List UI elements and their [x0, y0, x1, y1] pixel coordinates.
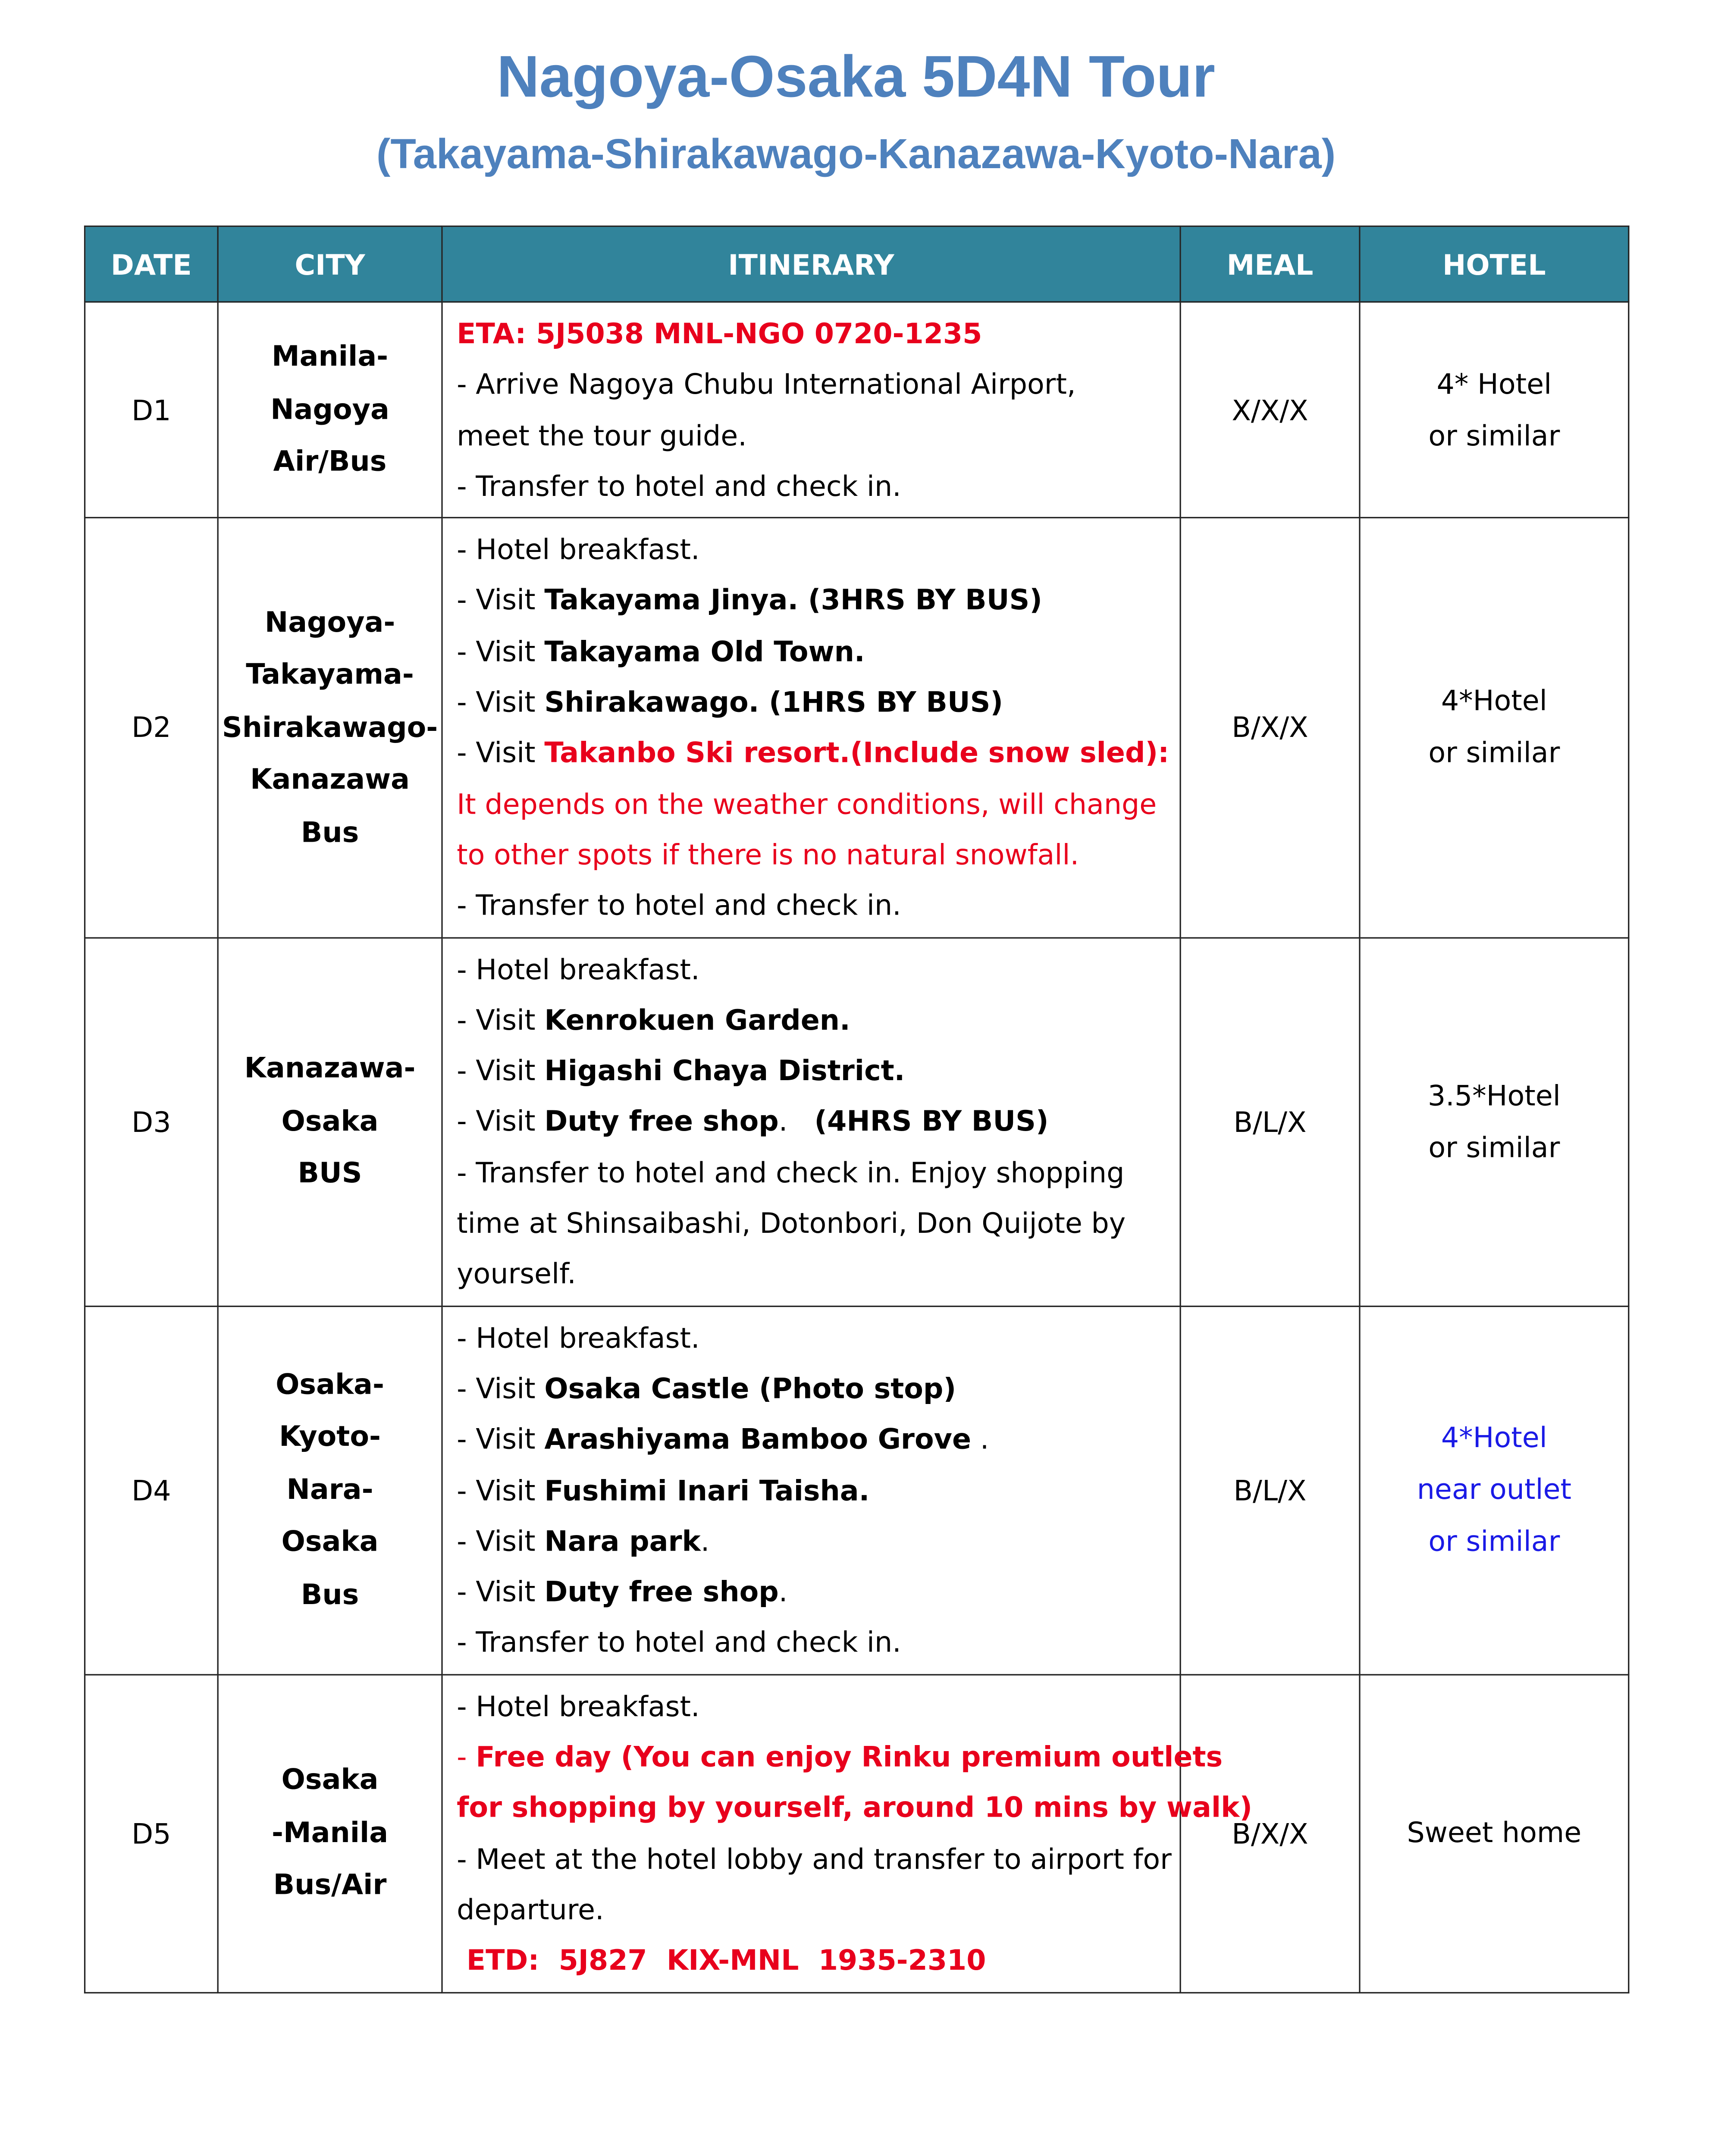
itinerary-line: - Transfer to hotel and check in. — [457, 888, 901, 922]
itinerary-line — [457, 1045, 1179, 1096]
hotel-line: or similar — [1428, 1130, 1560, 1164]
visit-place: Shirakawago. (1HRS BY BUS) — [544, 685, 1003, 719]
visit-prefix: - Visit — [457, 1104, 545, 1138]
city-line: Nagoya- — [264, 605, 395, 639]
itinerary-line: - Hotel breakfast. — [457, 1320, 700, 1354]
visit-place-highlight: Takanbo Ski resort.(Include snow sled): — [544, 736, 1170, 770]
page-subtitle: (Takayama-Shirakawago-Kanazawa-Kyoto-Nara) — [376, 132, 1336, 178]
itinerary-line — [457, 1516, 1179, 1567]
city-line: Shirakawago- — [222, 709, 438, 743]
city-cell — [218, 1674, 442, 1992]
itinerary-line: yourself. — [457, 1257, 576, 1291]
itinerary-line — [457, 1096, 1179, 1147]
visit-prefix: - Visit — [457, 1003, 545, 1037]
itinerary-cell — [442, 937, 1180, 1306]
visit-prefix: - Visit — [457, 1473, 545, 1507]
itinerary-cell — [442, 1674, 1253, 1992]
visit-prefix: - Visit — [457, 1422, 545, 1456]
city-line: -Manila — [272, 1815, 389, 1849]
meal-cell: B/X/X — [1180, 1674, 1360, 1992]
hotel-cell — [1360, 937, 1629, 1306]
city-line: Bus/Air — [273, 1868, 387, 1902]
visit-prefix: - Visit — [457, 1575, 545, 1609]
itinerary-cell — [442, 1306, 1180, 1674]
hotel-line: 3.5*Hotel — [1427, 1078, 1561, 1112]
hotel-cell — [1360, 1306, 1629, 1674]
visit-place: Fushimi Inari Taisha. — [544, 1473, 870, 1507]
date-cell: D1 — [85, 302, 218, 518]
city-line: Osaka — [281, 1763, 379, 1797]
itinerary-cell — [442, 302, 1180, 518]
meal-cell: B/X/X — [1180, 518, 1360, 937]
city-line: Osaka — [281, 1103, 379, 1138]
visit-prefix: - Visit — [457, 1371, 545, 1405]
date-cell: D2 — [85, 518, 218, 937]
visit-place: Nara park — [544, 1524, 701, 1558]
visit-prefix: - Visit — [457, 736, 545, 770]
visit-place: Arashiyama Bamboo Grove — [544, 1422, 972, 1456]
city-cell — [218, 518, 442, 937]
date-cell: D4 — [85, 1306, 218, 1674]
itinerary-line — [457, 1414, 1179, 1465]
free-day-prefix: - — [457, 1740, 476, 1774]
city-line: Bus — [301, 1577, 359, 1611]
hotel-line: or similar — [1428, 418, 1560, 452]
header-meal: MEAL — [1180, 226, 1360, 302]
city-line: Kyoto- — [279, 1420, 381, 1454]
table-row — [85, 1306, 1629, 1674]
free-day-note: Free day (You can enjoy Rinku premium outlets — [476, 1740, 1223, 1774]
itinerary-line — [457, 1465, 1179, 1516]
itinerary-line: departure. — [457, 1892, 604, 1926]
city-line: Osaka — [281, 1525, 379, 1559]
itinerary-line — [457, 1732, 1223, 1783]
free-day-note: for shopping by yourself, around 10 mins by walk) — [457, 1790, 1253, 1824]
visit-place: Takayama Old Town. — [544, 634, 865, 668]
city-line: Air/Bus — [273, 444, 387, 478]
date-cell: D5 — [85, 1674, 218, 1992]
itinerary-line — [457, 727, 1179, 778]
hotel-line: 4*Hotel — [1441, 684, 1547, 718]
header-hotel: HOTEL — [1360, 226, 1629, 302]
hotel-line: or similar — [1428, 736, 1560, 770]
page-title: Nagoya-Osaka 5D4N Tour — [497, 43, 1215, 110]
visit-place: Higashi Chaya District. — [544, 1053, 905, 1087]
meal-cell: B/L/X — [1180, 1306, 1360, 1674]
city-line: BUS — [298, 1156, 362, 1190]
city-line: Kanazawa- — [244, 1051, 416, 1085]
city-line: Bus — [301, 815, 359, 849]
itinerary-line: - Hotel breakfast. — [457, 533, 700, 567]
table-row — [85, 302, 1629, 518]
itinerary-line: time at Shinsaibashi, Dotonbori, Don Quijote by — [457, 1206, 1126, 1240]
hotel-cell — [1360, 302, 1629, 518]
itinerary-line — [457, 626, 1179, 677]
hotel-cell — [1360, 518, 1629, 937]
itinerary-line: meet the tour guide. — [457, 418, 747, 452]
visit-suffix: . — [971, 1422, 989, 1456]
visit-place: Duty free shop — [544, 1575, 779, 1609]
hotel-line: 4*Hotel — [1441, 1420, 1547, 1454]
visit-place: Takayama Jinya. (3HRS BY BUS) — [544, 583, 1042, 617]
itinerary-line — [457, 677, 1179, 727]
date-cell: D3 — [85, 937, 218, 1306]
arrival-flight-info: ETA: 5J5038 MNL-NGO 0720-1235 — [457, 317, 982, 351]
visit-place: Osaka Castle (Photo stop) — [544, 1371, 956, 1405]
itinerary-line — [457, 575, 1179, 626]
itinerary-cell — [442, 518, 1180, 937]
city-cell — [218, 1306, 442, 1674]
table-row — [85, 1674, 1629, 1992]
visit-place: Kenrokuen Garden. — [544, 1003, 850, 1037]
visit-separator: . — [778, 1104, 815, 1138]
city-line: Nara- — [286, 1472, 373, 1506]
hotel-line: Sweet home — [1407, 1815, 1582, 1849]
visit-prefix: - Visit — [457, 1524, 545, 1558]
meal-cell: B/L/X — [1180, 937, 1360, 1306]
itinerary-line: - Transfer to hotel and check in. — [457, 1625, 901, 1659]
itinerary-line — [457, 1363, 1179, 1414]
visit-prefix: - Visit — [457, 685, 545, 719]
departure-flight-info: ETD: 5J827 KIX-MNL 1935-2310 — [457, 1943, 986, 1977]
visit-suffix: . — [700, 1524, 710, 1558]
city-cell — [218, 302, 442, 518]
city-line: Nagoya — [270, 392, 389, 426]
visit-prefix: - Visit — [457, 1053, 545, 1087]
hotel-line: near outlet — [1417, 1473, 1571, 1507]
header-city: CITY — [218, 226, 442, 302]
visit-suffix: . — [778, 1575, 788, 1609]
itinerary-line: - Hotel breakfast. — [457, 1689, 700, 1723]
hotel-line: 4* Hotel — [1436, 366, 1552, 400]
city-line: Takayama- — [246, 657, 414, 691]
itinerary-line: - Transfer to hotel and check in. — [457, 469, 901, 503]
header-itinerary: ITINERARY — [442, 226, 1180, 302]
visit-prefix: - Visit — [457, 583, 545, 617]
table-row — [85, 518, 1629, 937]
meal-cell: X/X/X — [1180, 302, 1360, 518]
itinerary-line: - Transfer to hotel and check in. Enjoy shopping — [457, 1155, 1125, 1189]
hotel-line: or similar — [1428, 1524, 1560, 1558]
table-header-row — [85, 226, 1629, 302]
city-line: Manila- — [272, 339, 389, 373]
itinerary-line — [457, 994, 1179, 1045]
city-cell — [218, 937, 442, 1306]
table-row — [85, 937, 1629, 1306]
city-line: Kanazawa — [250, 762, 410, 796]
itinerary-line: - Arrive Nagoya Chubu International Airport, — [457, 367, 1076, 401]
itinerary-line — [457, 1567, 1179, 1617]
visit-duration: (4HRS BY BUS) — [814, 1104, 1049, 1138]
header-date: DATE — [85, 226, 218, 302]
visit-prefix: - Visit — [457, 634, 545, 668]
itinerary-line: - Meet at the hotel lobby and transfer to airport for — [457, 1841, 1172, 1875]
itinerary-line: - Hotel breakfast. — [457, 952, 700, 986]
weather-note: It depends on the weather conditions, will change — [457, 787, 1157, 821]
visit-place: Duty free shop — [544, 1104, 779, 1138]
itinerary-table — [84, 226, 1629, 1993]
weather-note: to other spots if there is no natural snowfall. — [457, 837, 1079, 871]
hotel-cell — [1360, 1674, 1629, 1992]
city-line: Osaka- — [276, 1367, 384, 1401]
